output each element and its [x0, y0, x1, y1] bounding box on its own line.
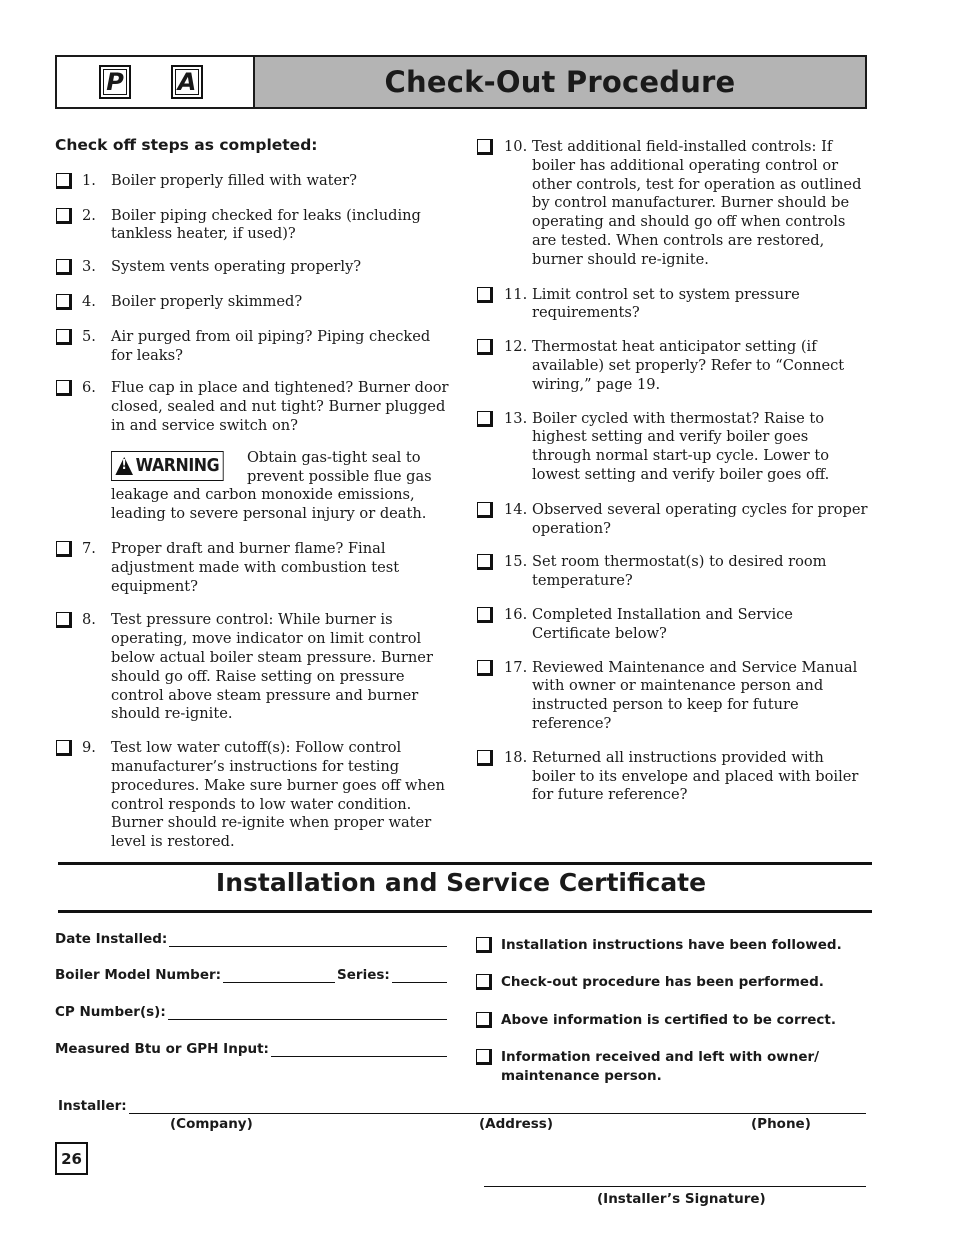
item-number: 3.	[82, 258, 96, 276]
checkbox-icon[interactable]	[56, 259, 72, 275]
checklist-item-11	[476, 286, 871, 324]
item-number: 12.	[504, 338, 528, 356]
warning-label: WARNING	[135, 454, 220, 476]
item-number: 6.	[82, 379, 96, 397]
item-number: 2.	[82, 206, 96, 224]
checklist-right-column	[476, 138, 871, 805]
item-text: Boiler properly filled with water?	[111, 171, 357, 189]
header-icons	[57, 57, 255, 107]
date-installed-label: Date Installed:	[55, 931, 168, 947]
checkbox-icon[interactable]	[477, 339, 493, 355]
checklist-item-15	[476, 553, 871, 591]
checkbox-icon[interactable]	[476, 1049, 492, 1065]
item-number: 5.	[82, 327, 96, 345]
warning-triangle-icon	[115, 457, 133, 475]
checkbox-icon[interactable]	[56, 294, 72, 310]
item-text: Test low water cutoff(s): Follow control manufacturer’s instructions for testing procedures. Make sure burner goes off when control responds to low water condition. Burner should re-ignite when proper water level is restored.	[111, 739, 445, 851]
certificate-check-text: Above information is certified to be correct.	[501, 1012, 836, 1028]
checkbox-icon[interactable]	[477, 660, 493, 676]
checkbox-icon[interactable]	[477, 502, 493, 518]
item-text: Limit control set to system pressure requirements?	[532, 285, 800, 322]
p-icon: P	[99, 65, 131, 99]
certificate-check-text: Installation instructions have been followed.	[501, 937, 842, 953]
checkbox-icon[interactable]	[477, 411, 493, 427]
warning-text: Obtain gas-tight seal to prevent possible flue gas leakage and carbon monoxide emissions, leading to severe personal injury or death.	[111, 448, 432, 523]
item-text: Proper draft and burner flame? Final adjustment made with combustion test equipment?	[111, 539, 400, 595]
checklist-item-5	[55, 328, 450, 366]
item-number: 7.	[82, 539, 96, 557]
item-number: 18.	[504, 748, 528, 766]
checkbox-icon[interactable]	[56, 612, 72, 628]
item-text: Reviewed Maintenance and Service Manual with owner or maintenance person and instructed person to keep for future reference?	[532, 658, 858, 732]
certificate-check-2	[475, 973, 881, 992]
checklist-item-13	[476, 410, 871, 485]
item-text: Boiler properly skimmed?	[111, 292, 303, 310]
page-header	[55, 55, 867, 109]
boiler-model-label: Boiler Model Number:	[55, 967, 222, 983]
checkbox-icon[interactable]	[477, 750, 493, 766]
a-icon: A	[171, 65, 203, 99]
checklist-intro: Check off steps as completed:	[55, 136, 318, 154]
checklist-item-3	[55, 258, 450, 277]
checklist-item-10	[476, 138, 871, 270]
item-number: 10.	[504, 138, 528, 155]
item-text: System vents operating properly?	[111, 258, 362, 276]
checkbox-icon[interactable]	[56, 208, 72, 224]
page-title: Check-Out Procedure	[384, 65, 736, 99]
item-text: Air purged from oil piping? Piping checked for leaks?	[111, 327, 431, 364]
btu-input-field	[55, 1041, 447, 1057]
item-text: Test additional field-installed controls: If boiler has additional operating control or other controls, test for operation as outlined by control manufacturer. Burner should be operating and should go off when controls are tested. When controls are restored, burner should re-ignite.	[532, 138, 862, 268]
item-text: Flue cap in place and tightened? Burner door closed, sealed and nut tight? Burner plugged in and service switch on?	[111, 379, 449, 434]
cp-number-label: CP Number(s):	[55, 1004, 166, 1020]
checkbox-icon[interactable]	[56, 329, 72, 345]
item-number: 9.	[82, 739, 96, 757]
item-number: 14.	[504, 500, 528, 518]
item-number: 11.	[504, 285, 528, 303]
checklist-item-4	[55, 293, 450, 312]
checkbox-icon[interactable]	[477, 607, 493, 623]
company-label: (Company)	[170, 1116, 253, 1132]
item-text: Returned all instructions provided with boiler to its envelope and placed with boiler for future reference?	[532, 748, 859, 804]
installer-label: Installer:	[58, 1098, 127, 1114]
checklist-item-12	[476, 338, 871, 394]
checklist-item-14	[476, 501, 871, 539]
checkbox-icon[interactable]	[56, 173, 72, 189]
checklist-item-7	[55, 540, 450, 596]
item-text: Completed Installation and Service Certificate below?	[532, 605, 793, 642]
item-text: Boiler cycled with thermostat? Raise to highest setting and verify boiler goes through normal start-up cycle. Lower to lowest setting and verify boiler goes off.	[532, 409, 830, 483]
item-number: 17.	[504, 658, 528, 676]
boiler-model-field	[55, 967, 447, 983]
checklist-item-16	[476, 606, 871, 644]
item-number: 15.	[504, 553, 528, 571]
installer-input[interactable]	[129, 1099, 866, 1114]
divider-bottom	[58, 910, 872, 913]
series-label: Series:	[337, 967, 390, 983]
item-text: Boiler piping checked for leaks (including tankless heater, if used)?	[111, 206, 421, 243]
checklist-item-6	[55, 379, 450, 435]
btu-input-input[interactable]	[271, 1042, 447, 1057]
checkbox-icon[interactable]	[477, 287, 493, 303]
checkbox-icon[interactable]	[477, 139, 493, 155]
checklist-item-9	[55, 739, 450, 852]
item-text: Set room thermostat(s) to desired room temperature?	[532, 553, 827, 590]
checkbox-icon[interactable]	[476, 974, 492, 990]
boiler-model-input[interactable]	[223, 968, 335, 983]
checkbox-icon[interactable]	[56, 541, 72, 557]
certificate-check-text: Information received and left with owner/ maintenance person.	[501, 1049, 820, 1084]
checklist-item-8	[55, 611, 450, 724]
warning-block	[111, 449, 450, 524]
certificate-check-text: Check-out procedure has been performed.	[501, 974, 824, 990]
btu-input-label: Measured Btu or GPH Input:	[55, 1041, 269, 1057]
item-text: Thermostat heat anticipator setting (if available) set properly? Refer to “Connect wiring,” page 19.	[532, 338, 845, 393]
divider-top	[58, 862, 872, 865]
series-input[interactable]	[392, 968, 447, 983]
checkbox-icon[interactable]	[56, 740, 72, 756]
item-text: Observed several operating cycles for proper operation?	[532, 500, 868, 537]
checkbox-icon[interactable]	[477, 554, 493, 570]
certificate-check-4	[475, 1048, 841, 1086]
installer-field	[58, 1098, 866, 1114]
cp-number-input[interactable]	[168, 1005, 447, 1020]
item-number: 4.	[82, 292, 96, 310]
item-number: 8.	[82, 611, 96, 629]
signature-label: (Installer’s Signature)	[597, 1191, 766, 1207]
address-label: (Address)	[479, 1116, 553, 1132]
certificate-check-1	[475, 936, 881, 955]
checklist-item-1	[55, 172, 450, 191]
checklist-left-column	[55, 136, 450, 852]
page-number: 26	[55, 1142, 88, 1175]
phone-label: (Phone)	[751, 1116, 811, 1132]
cp-number-field	[55, 1004, 447, 1020]
date-installed-field	[55, 931, 447, 947]
checkbox-icon[interactable]	[56, 380, 72, 396]
certificate-title: Installation and Service Certificate	[215, 868, 707, 897]
checklist-item-18	[476, 749, 871, 805]
signature-input[interactable]	[484, 1186, 866, 1187]
checkbox-icon[interactable]	[476, 937, 492, 953]
checkbox-icon[interactable]	[476, 1012, 492, 1028]
checklist-item-17	[476, 659, 871, 734]
item-number: 1.	[82, 171, 96, 189]
date-installed-input[interactable]	[169, 932, 447, 947]
title-cell	[255, 57, 865, 107]
checklist-item-2	[55, 207, 450, 245]
item-number: 16.	[504, 605, 528, 623]
item-number: 13.	[504, 409, 528, 427]
certificate-check-3	[475, 1011, 881, 1030]
item-text: Test pressure control: While burner is operating, move indicator on limit control below actual boiler steam pressure. Burner should go off. Raise setting on pressure control above steam pressure and burner should re-ignite.	[111, 611, 433, 723]
warning-badge	[111, 451, 224, 481]
